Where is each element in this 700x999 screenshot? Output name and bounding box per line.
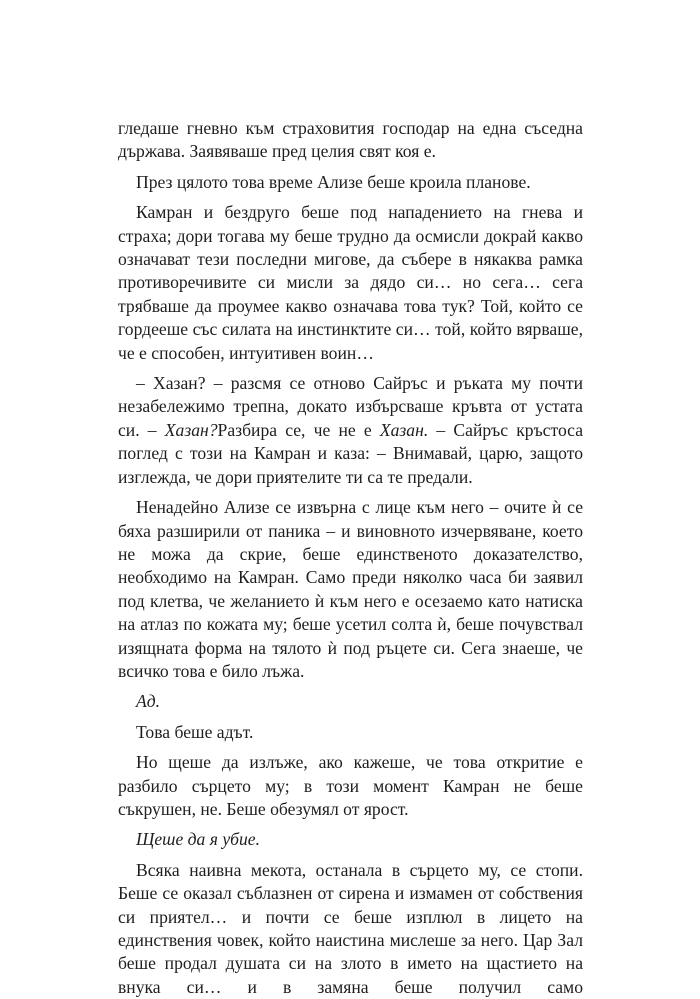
paragraph — [118, 496, 583, 683]
italic-text: Хазан. — [379, 419, 429, 440]
paragraph — [118, 751, 583, 821]
paragraph — [118, 117, 583, 164]
paragraph-text: – Хазан? – разсмя се отново Сайръс и ръката му почти незабележимо трепна, докато избърсваше кръвта от устата си. – — [118, 373, 583, 440]
italic-text: Ад. — [136, 691, 161, 712]
paragraph — [118, 171, 583, 194]
paragraph-text: Ненадейно Ализе се извърна с лице към него – очите ѝ се бяха разширили от паника – и виновното изчервяване, което не можа да скрие, беше единственото доказателство, необходимо на Камран. Само преди няколко часа би заявил под клетва, че желанието ѝ към него е осезаемо като натиска на атлаз по кожата му; беше усетил солта ѝ, беше почувствал изящната форма на тялото ѝ под ръцете си. Сега знаеше, че всичко това е било лъжа. — [118, 497, 583, 681]
italic-paragraph — [118, 690, 583, 713]
italic-text: Хазан? — [164, 419, 218, 440]
paragraph — [118, 859, 583, 999]
paragraph-text: Разбира се, че не е — [217, 419, 380, 440]
paragraph-text: – Сайръс кръстоса поглед с този на Камран и каза: – Внимавай, царю, защото изглежда, че дори приятелите ти са те предали. — [118, 419, 584, 487]
paragraph-text: Това беше адът. — [136, 721, 254, 742]
paragraph-text: Но щеше да излъже, ако кажеше, че това откритие е разбило сърцето му; в този момент Камран не беше съкрушен, не. Беше обезумял от ярост. — [118, 752, 583, 819]
dialogue-paragraph — [118, 372, 583, 489]
italic-text: Щеше да я убие. — [136, 829, 260, 850]
paragraph-text: гледаше гневно към страховития господар на една съседна държава. Заявяваше пред целия свят коя е. — [118, 118, 583, 162]
paragraph-text: Камран и бездруго беше под нападението на гнева и страха; дори тогава му беше трудно да осмисли докрай какво означават тези последни мигове, да събере в някаква рамка противоречивите си мисли за дядо си… но сега… сега трябваше да проумее какво означава това тук? Той, който се гордееше със силата на инстинктите си… той, който вярваше, че е способен, интуитивен воин… — [118, 202, 583, 363]
paragraph — [118, 201, 583, 365]
italic-paragraph — [118, 828, 583, 851]
book-page-body — [118, 117, 583, 999]
paragraph-text: Всяка наивна мекота, останала в сърцето му, се стопи. Беше се оказал съблазнен от сирена и измамен от собствения си приятел… и почти се беше изплюл в лицето на единствения човек, който наистина мислеше за него. Цар Зал беше продал душата си на злото в името на щастието на внука си… и в замяна беше получил само — [118, 859, 583, 997]
paragraph — [118, 721, 583, 744]
paragraph-text: През цялото това време Ализе беше кроила планове. — [136, 171, 531, 192]
